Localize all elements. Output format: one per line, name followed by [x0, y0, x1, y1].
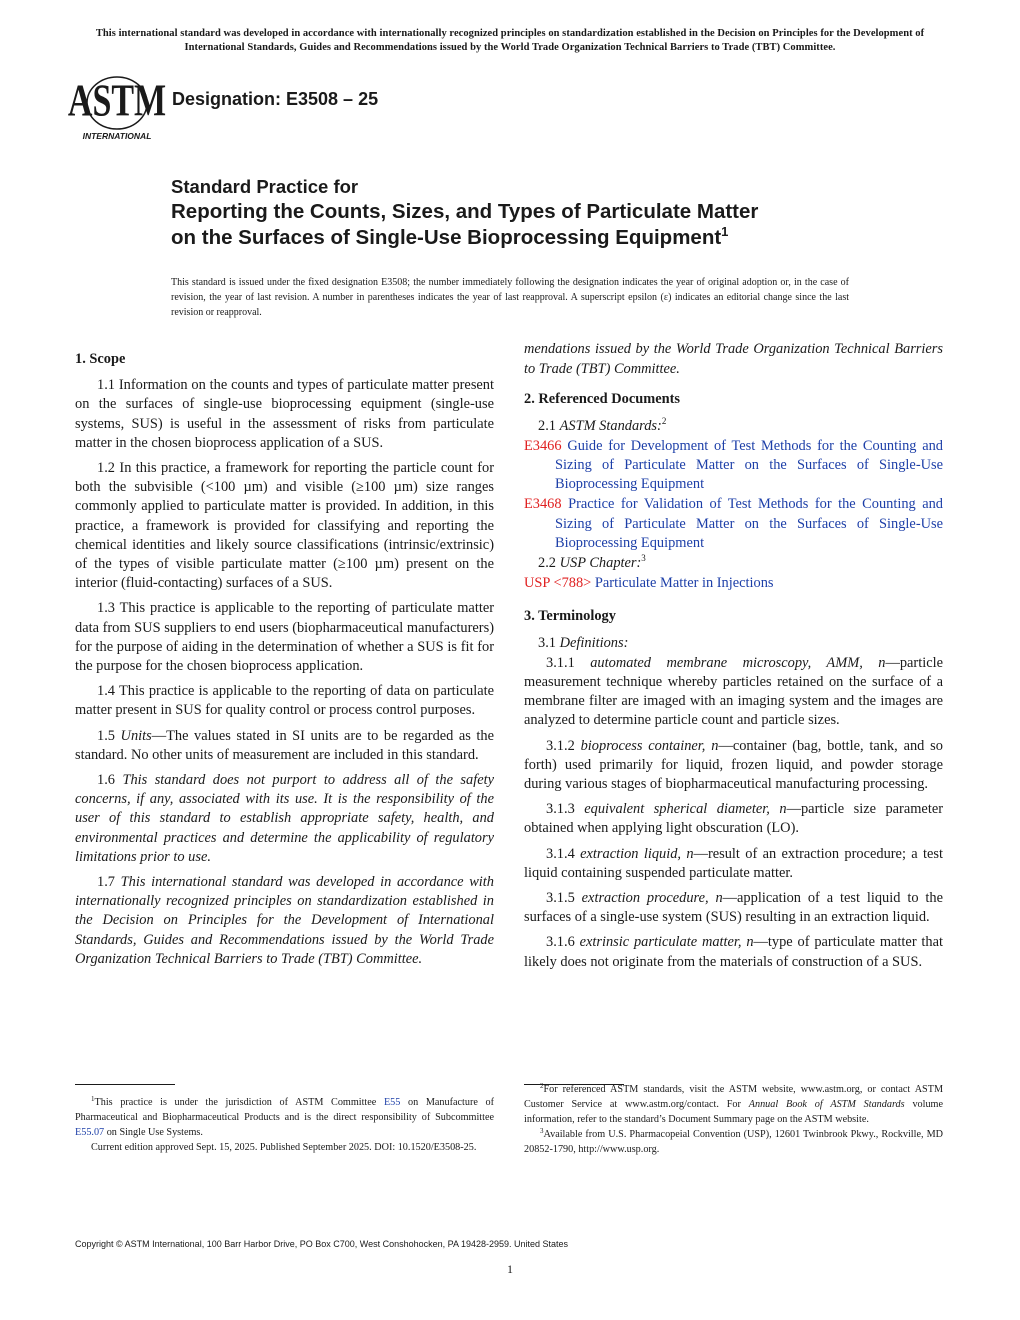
para-1-7-continued	[524, 340, 943, 376]
issued-note: This standard is issued under the fixed designation E3508; the number immediately following the designation indicates the year of original adoption or, in the case of revision, the year of last revision. A number in parentheses indicates the year of last reapproval. A superscript epsilon (ε) indicates an editorial change since the last revision or reapproval.	[171, 277, 849, 318]
ref-e3468-code[interactable]: E3468	[524, 496, 562, 513]
term-3-1-5: 3.1.5 extraction procedure, n—application of a test liquid to the surfaces of a single-use system (SUS) resulting in an extraction liquid.	[524, 890, 943, 926]
para-1-5: 1.5 Units—The values stated in SI units are to be regarded as the standard. No other units of measurement are included in this standard.	[75, 727, 494, 763]
para-1-6: 1.6 This standard does not purport to address all of the safety concerns, if any, associated with its use. It is the responsibility of the user of this standard to establish appropriate safety, health, and environmental practices and determine the applicability of regulatory limitations prior to use.	[75, 772, 494, 865]
astm-standards-label: 2.1 ASTM Standards:$^2$	[538, 415, 667, 434]
astm-logo-icon	[67, 74, 167, 143]
title-footnote-mark[interactable]: 1	[721, 224, 729, 239]
ref-e3468-title[interactable]: Practice for Validation of Test Methods for the Counting and Sizing of Particulate Matter on the Surfaces of Single-Use Bioprocessing Equipment	[555, 496, 943, 551]
footnotes-right	[524, 1082, 943, 1157]
page-number: 1	[507, 1262, 513, 1276]
para-1-4: 1.4 This practice is applicable to the reporting of data on particulate matter present in SUS for quality control or process control purposes.	[75, 683, 494, 719]
astm-logo	[67, 74, 167, 143]
ref-e3468[interactable]	[524, 495, 943, 553]
ref-e3466-code[interactable]: E3466	[524, 437, 562, 454]
left-column	[75, 350, 494, 969]
footnote-1-edition: Current edition approved Sept. 15, 2025. Published September 2025. DOI: 10.1520/E3508-25.	[91, 1142, 477, 1153]
term-3-1-6: 3.1.6 extrinsic particulate matter, n—type of particulate matter that likely does not originate from the materials of construction of a SUS.	[524, 934, 944, 970]
logo-text: ASTM	[67, 74, 167, 126]
usp-chapter-label: 2.2 USP Chapter:$^3$	[538, 553, 646, 572]
para-1-7-continued-text	[524, 340, 943, 378]
designation: Designation: E3508 – 25	[172, 89, 379, 109]
ref-e3466[interactable]	[524, 437, 943, 495]
para-1-1: 1.1 Information on the counts and types of particulate matter present on the surfaces of single-use bioprocessing equipment (single-use systems, SUS) is useful in the assessment of risks from particulate matter in the chosen bioprocess application of a SUS.	[75, 377, 494, 451]
right-column	[524, 341, 944, 978]
term-3-1-4: 3.1.4 extraction liquid, n—result of an extraction procedure; a test liquid containing suspended particulate matter.	[524, 845, 944, 881]
para-1-3: 1.3 This practice is applicable to the reporting of particulate matter data from SUS suppliers to end users (biopharmaceutical manufacturers) for the purpose of aiding in the determination of whether a SUS is fit for the purpose for the chosen bioprocess application.	[75, 600, 494, 675]
footnote-2: $^2$For referenced ASTM standards, visit the ASTM website, www.astm.org, or contact ASTM Customer Service at www.astm.org/contact. For Annual Book of ASTM Standards volume information, refer to the standard’s Document Summary page on the ASTM website.	[524, 1082, 943, 1125]
continued-text: mendations issued by the World Trade Organization Technical Barriers to Trade (TBT) Committee.	[524, 341, 943, 377]
copyright: Copyright © ASTM International, 100 Barr Harbor Drive, PO Box C700, West Conshohocken, PA 19428-2959. United States	[75, 1239, 569, 1249]
title-line-3: on the Surfaces of Single-Use Bioprocessing Equipment	[171, 226, 722, 249]
footnote-rule-left	[75, 1084, 175, 1085]
logo-subtext: INTERNATIONAL	[82, 131, 152, 141]
ref-e3466-title[interactable]: Guide for Development of Test Methods for the Counting and Sizing of Particulate Matter on the Surfaces of Single-Use Bioprocessing Equipment	[555, 437, 943, 493]
para-1-2: 1.2 In this practice, a framework for reporting the particle count for both the subvisible (<100 µm) and visible (≥100 µm) size ranges commonly applied to particulate matter is provided. In addition, in this practice, a framework is provided for classifying and reporting the chemical identities and likely source classifications (intrinsic/extrinsic) of the types of visible particulate matter (≥100 µm) present on the interior (fluid-contacting) surfaces of a SUS.	[75, 460, 494, 592]
footnotes-left	[75, 1095, 494, 1155]
ref-usp-788-title[interactable]: Particulate Matter in Injections	[594, 575, 774, 592]
top-notice: This international standard was developed in accordance with internationally recognized principles on standardization established in the Decision on Principles for the Development of International Standards, Guides and Recommendations issued by the World Trade Organization Technical Barriers to Trade (TBT) Committee.	[95, 28, 925, 53]
title-line-2: Reporting the Counts, Sizes, and Types of Particulate Matter	[171, 200, 759, 223]
document-title	[171, 175, 951, 251]
para-1-7: 1.7 This international standard was developed in accordance with internationally recognized principles on standardization established in the Decision on Principles for the Development of International Standards, Guides and Recommendations issued by the World Trade Organization Technical Barriers to Trade (TBT) Committee.	[75, 874, 494, 967]
footnote-1: $^1$This practice is under the jurisdiction of ASTM Committee E55 on Manufacture of Pharmaceutical and Biopharmaceutical Products and is the direct responsibility of Subcommittee E55.07 on Single Use Systems.	[75, 1095, 495, 1138]
ref-usp-788[interactable]	[524, 574, 943, 593]
footnote-3: $^3$Available from U.S. Pharmacopeial Convention (USP), 12601 Twinbrook Pkwy., Rockville, MD 20852-1790, http://www.usp.org.	[524, 1127, 943, 1155]
definitions-label: 3.1 Definitions:	[538, 634, 629, 651]
title-line-1: Standard Practice for	[171, 176, 359, 197]
term-3-1-2: 3.1.2 bioprocess container, n—container (bag, bottle, tank, and so forth) used primarily for liquid, frozen liquid, and powder storage during various stages of biopharmaceutical manufacturing processing.	[524, 737, 943, 793]
terminology-heading: 3. Terminology	[524, 608, 616, 625]
ref-usp-788-code[interactable]: USP <788>	[524, 575, 592, 592]
link-e55-07[interactable]: E55.07	[75, 1127, 105, 1138]
scope-heading: 1. Scope	[75, 351, 126, 367]
referenced-heading: 2. Referenced Documents	[524, 391, 680, 408]
link-e55[interactable]: E55	[383, 1097, 401, 1108]
term-3-1-1: 3.1.1 automated membrane microscopy, AMM, n—particle measurement technique whereby particles retained on the surface of a membrane filter are imaged with an imaging system and the images are analyzed to determine particle count and particle sizes.	[524, 654, 943, 729]
term-3-1-3: 3.1.3 equivalent spherical diameter, n—particle size parameter obtained when applying light obscuration (LO).	[524, 801, 943, 837]
